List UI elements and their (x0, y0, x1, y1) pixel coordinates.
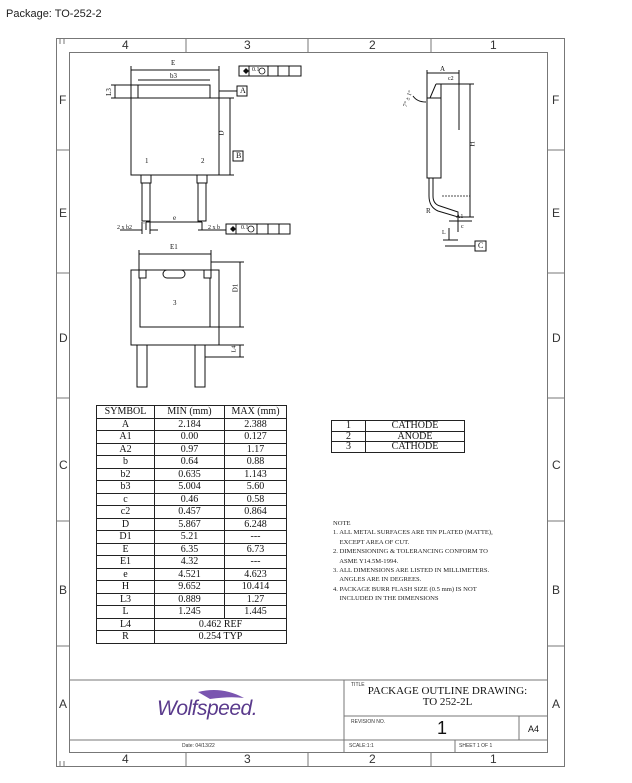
dim-D-label: D (217, 130, 226, 136)
dim-E-label: E (171, 59, 176, 67)
dim-D1-label: D1 (231, 283, 240, 293)
pin-number-cell: 1 (332, 421, 366, 432)
table-row (97, 581, 287, 594)
top-view (111, 66, 301, 234)
max-cell: 1.143 (225, 468, 287, 481)
dim-2xb-label: 2 x b (208, 225, 220, 231)
pin-row (332, 442, 465, 453)
note-line: ASME Y14.5M-1994. (333, 557, 399, 565)
dim-A1-label: A1 (456, 214, 464, 220)
dim-A-label: A (440, 65, 446, 73)
zone-right-C: C (552, 458, 561, 472)
dim-L4-label: L4 (231, 345, 238, 353)
dim-2xb2-label: 2 x b2 (117, 225, 132, 231)
dim-b3-label: b3 (170, 72, 177, 80)
zone-bottom-2: 2 (369, 752, 376, 766)
dim-L-label: L (442, 230, 446, 236)
header-symbol: SYMBOL (97, 406, 155, 419)
pin-number-cell: 3 (332, 442, 366, 453)
max-cell: 0.58 (225, 493, 287, 506)
zone-top-4: 4 (122, 38, 129, 52)
sheet-number: SHEET 1 OF 1 (459, 743, 493, 749)
max-cell: 5.60 (225, 481, 287, 494)
table-row (97, 431, 287, 444)
min-cell: 0.64 (155, 456, 225, 469)
revision-label: REVISION NO. (351, 719, 386, 725)
zone-left-A: A (59, 697, 68, 711)
zone-top-3: 3 (244, 38, 251, 52)
zone-left-D: D (59, 331, 68, 345)
max-cell: 0.127 (225, 431, 287, 444)
min-cell: 4.32 (155, 556, 225, 569)
max-cell: 1.445 (225, 606, 287, 619)
symbol-cell: R (97, 631, 155, 644)
pin-assignment-table (331, 420, 465, 453)
symbol-cell: b (97, 456, 155, 469)
zone-left-C: C (59, 458, 68, 472)
max-cell: --- (225, 531, 287, 544)
table-header-row (97, 406, 287, 419)
pin-3-label: 3 (173, 299, 177, 307)
note-line: 3. ALL DIMENSIONS ARE LISTED IN MILLIMETERS. (333, 567, 490, 575)
fcf-bottom-value: 0.1 (241, 225, 249, 231)
pin-function-cell: CATHODE (366, 421, 465, 432)
symbol-cell: L4 (97, 618, 155, 631)
table-row (97, 418, 287, 431)
dim-R-label: R (426, 207, 431, 215)
note-line: 1. ALL METAL SURFACES ARE TIN PLATED (MATTE), (333, 529, 493, 537)
table-row (97, 493, 287, 506)
min-cell: 1.245 (155, 606, 225, 619)
zone-top-2: 2 (369, 38, 376, 52)
symbol-cell: e (97, 568, 155, 581)
symbol-cell: L3 (97, 593, 155, 606)
drawing-scale: SCALE:1:1 (349, 743, 374, 749)
fcf-top-value: 0.1 (252, 67, 260, 73)
note-line: 2. DIMENSIONING & TOLERANCING CONFORM TO (333, 548, 488, 556)
drawing-title-line2: TO 252-2L (422, 696, 473, 708)
min-cell: 0.635 (155, 468, 225, 481)
zone-right-E: E (552, 206, 561, 220)
max-cell: 0.864 (225, 506, 287, 519)
note-line: INCLUDED IN THE DIMENSIONS (333, 595, 439, 603)
table-row (97, 506, 287, 519)
pin-function-cell: CATHODE (366, 442, 465, 453)
symbol-cell: c (97, 493, 155, 506)
table-row (97, 531, 287, 544)
min-cell: 0.889 (155, 593, 225, 606)
drawing-title (360, 686, 535, 708)
symbol-cell: A2 (97, 443, 155, 456)
zone-right-F: F (552, 93, 560, 107)
dim-L3-label: L3 (104, 88, 113, 96)
pin-number-cell: 2 (332, 431, 366, 442)
min-cell: 0.457 (155, 506, 225, 519)
zone-right-A: A (552, 697, 561, 711)
tab (138, 85, 210, 98)
title-label: TITLE (351, 682, 365, 688)
angle-label: 7° ± 1° (402, 89, 415, 109)
table-row (97, 568, 287, 581)
table-row (97, 593, 287, 606)
datum-B-label: B (236, 151, 242, 160)
table-row (97, 618, 287, 631)
table-row (97, 468, 287, 481)
symbol-cell: c2 (97, 506, 155, 519)
symbol-cell: b3 (97, 481, 155, 494)
zone-top-1: 1 (490, 38, 497, 52)
min-cell: 9.652 (155, 581, 225, 594)
pin-1-label: 1 (145, 157, 149, 165)
min-cell: 0.46 (155, 493, 225, 506)
notes-block (333, 519, 543, 604)
note-line: ANGLES ARE IN DEGREES. (333, 576, 422, 584)
symbol-cell: E (97, 543, 155, 556)
revision-number: 1 (437, 718, 448, 738)
zone-bottom-4: 4 (122, 752, 129, 766)
max-cell: 0.88 (225, 456, 287, 469)
symbol-cell: A (97, 418, 155, 431)
max-cell: 4.623 (225, 568, 287, 581)
drawing-date: Date: 04/13/22 (182, 743, 215, 749)
symbol-cell: b2 (97, 468, 155, 481)
note-line: 4. PACKAGE BURR FLASH SIZE (0.5 mm) IS NOT (333, 585, 477, 593)
symbol-cell: E1 (97, 556, 155, 569)
symbol-cell: D (97, 518, 155, 531)
min-cell: 6.35 (155, 543, 225, 556)
paper-size: A4 (528, 724, 540, 734)
dimension-table (96, 405, 287, 644)
package-label: Package: TO-252-2 (6, 8, 102, 20)
table-row (97, 556, 287, 569)
min-cell: 4.521 (155, 568, 225, 581)
table-row (97, 518, 287, 531)
min-cell: 5.004 (155, 481, 225, 494)
zone-right-B: B (552, 583, 561, 597)
zone-bottom-3: 3 (244, 752, 251, 766)
symbol-cell: L (97, 606, 155, 619)
drawing-title-line1: PACKAGE OUTLINE DRAWING: (367, 685, 528, 697)
table-row (97, 631, 287, 644)
symbol-cell: H (97, 581, 155, 594)
pin-2-label: 2 (201, 157, 205, 165)
symbol-cell: D1 (97, 531, 155, 544)
zone-right-D: D (552, 331, 561, 345)
bottom-view (131, 250, 244, 387)
min-cell: 2.184 (155, 418, 225, 431)
zone-left-B: B (59, 583, 68, 597)
pin-row (332, 421, 465, 432)
dim-E1-label: E1 (170, 243, 178, 251)
value-cell: 0.254 TYP (155, 631, 287, 644)
max-cell: 10.414 (225, 581, 287, 594)
zone-left-F: F (59, 93, 67, 107)
max-cell: 1.17 (225, 443, 287, 456)
datum-A-label: A (240, 86, 246, 95)
pin-function-cell: ANODE (366, 431, 465, 442)
max-cell: 1.27 (225, 593, 287, 606)
max-cell: --- (225, 556, 287, 569)
min-cell: 0.97 (155, 443, 225, 456)
min-cell: 5.21 (155, 531, 225, 544)
min-cell: 5.867 (155, 518, 225, 531)
min-cell: 0.00 (155, 431, 225, 444)
dim-H-label: H (468, 141, 477, 147)
value-cell: 0.462 REF (155, 618, 287, 631)
note-line: EXCEPT AREA OF CUT. (333, 538, 410, 546)
side-view (413, 70, 486, 251)
table-row (97, 481, 287, 494)
header-min: MIN (mm) (155, 406, 225, 419)
zone-ticks (56, 38, 565, 767)
max-cell: 2.388 (225, 418, 287, 431)
pin-row (332, 431, 465, 442)
zone-bottom-1: 1 (490, 752, 497, 766)
datum-C-label: C (478, 241, 484, 250)
notes-heading: NOTE (333, 520, 351, 527)
dim-c2-label: c2 (448, 76, 454, 82)
wolfspeed-logo: Wolfspeed. (157, 697, 258, 720)
table-row (97, 456, 287, 469)
table-row (97, 443, 287, 456)
symbol-cell: A1 (97, 431, 155, 444)
dim-c-label: c (461, 224, 464, 230)
table-row (97, 543, 287, 556)
dim-e-label: e (173, 214, 177, 222)
header-max: MAX (mm) (225, 406, 287, 419)
table-row (97, 606, 287, 619)
zone-left-E: E (59, 206, 68, 220)
max-cell: 6.73 (225, 543, 287, 556)
max-cell: 6.248 (225, 518, 287, 531)
